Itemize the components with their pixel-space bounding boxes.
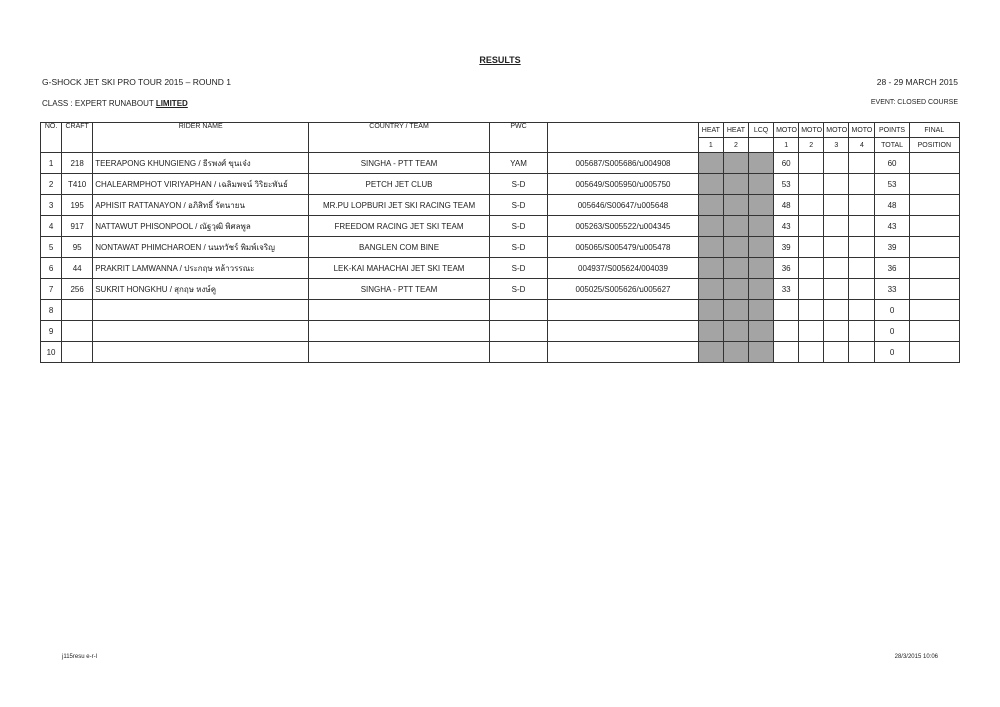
cell-team: BANGLEN COM BINE [309,237,490,258]
cell-team: SINGHA - PTT TEAM [309,153,490,174]
cell-no: 2 [41,174,62,195]
cell-no: 8 [41,300,62,321]
cell-moto4 [849,174,875,195]
table-row [41,342,960,363]
cell-serial: 005065/S005479/บ005478 [548,237,699,258]
cell-final [909,195,959,216]
cell-heat2 [723,342,748,363]
cell-moto4 [849,195,875,216]
cell-lcq [749,279,774,300]
cell-rider: PRAKRIT LAMWANNA / ประกฤษ หล้าวรรณะ [93,258,309,279]
cell-moto3 [824,216,849,237]
event-name: G-SHOCK JET SKI PRO TOUR 2015 – ROUND 1 [42,77,231,87]
cell-heat2 [723,195,748,216]
cell-lcq [749,321,774,342]
cell-heat1 [698,195,723,216]
cell-no: 4 [41,216,62,237]
cell-final [909,258,959,279]
cell-moto4 [849,300,875,321]
cell-heat1 [698,216,723,237]
cell-moto2 [799,237,824,258]
cell-moto4 [849,342,875,363]
cell-total: 36 [875,258,909,279]
cell-moto1: 48 [774,195,799,216]
cell-no: 5 [41,237,62,258]
cell-lcq [749,237,774,258]
cell-team [309,342,490,363]
cell-final [909,342,959,363]
cell-team: MR.PU LOPBURI JET SKI RACING TEAM [309,195,490,216]
cell-pwc: S-D [489,216,547,237]
cell-pwc: S-D [489,279,547,300]
cell-moto1 [774,300,799,321]
table-row [41,153,960,174]
cell-pwc: S-D [489,174,547,195]
cell-total: 53 [875,174,909,195]
cell-pwc: S-D [489,237,547,258]
cell-moto1 [774,321,799,342]
col-header-moto4-num: 4 [849,138,875,153]
cell-heat1 [698,300,723,321]
cell-heat2 [723,174,748,195]
cell-no: 10 [41,342,62,363]
cell-serial: 005025/S005626/บ005627 [548,279,699,300]
cell-team: FREEDOM RACING JET SKI TEAM [309,216,490,237]
cell-heat2 [723,321,748,342]
cell-lcq [749,300,774,321]
results-table [40,122,960,363]
cell-craft [62,342,93,363]
cell-heat1 [698,342,723,363]
cell-no: 9 [41,321,62,342]
table-row [41,237,960,258]
col-header-lcq-blank [749,138,774,153]
cell-craft [62,300,93,321]
cell-pwc [489,342,547,363]
cell-craft: 44 [62,258,93,279]
cell-final [909,153,959,174]
cell-serial: 005646/S00647/บ005648 [548,195,699,216]
cell-final [909,321,959,342]
col-header-points: POINTS [875,123,909,138]
cell-craft: 917 [62,216,93,237]
col-header-moto2-num: 2 [799,138,824,153]
table-row [41,195,960,216]
col-header-no: NO. [41,123,62,153]
cell-serial [548,342,699,363]
cell-moto1: 53 [774,174,799,195]
cell-team [309,321,490,342]
cell-serial: 005649/S005950/บ005750 [548,174,699,195]
col-header-team: COUNTRY / TEAM [309,123,490,153]
col-header-moto1-num: 1 [774,138,799,153]
col-header-moto1: MOTO [774,123,799,138]
table-row [41,279,960,300]
col-header-moto2: MOTO [799,123,824,138]
cell-heat2 [723,300,748,321]
cell-team: PETCH JET CLUB [309,174,490,195]
cell-moto4 [849,321,875,342]
class-line [42,99,188,108]
cell-moto2 [799,174,824,195]
cell-team: SINGHA - PTT TEAM [309,279,490,300]
cell-moto3 [824,153,849,174]
cell-heat1 [698,174,723,195]
cell-serial: 005263/S005522/บ004345 [548,216,699,237]
col-header-moto4: MOTO [849,123,875,138]
cell-rider: APHISIT RATTANAYON / อภิสิทธิ์ รัตนายน [93,195,309,216]
cell-heat2 [723,279,748,300]
cell-final [909,300,959,321]
cell-pwc: YAM [489,153,547,174]
cell-moto3 [824,300,849,321]
cell-craft: T410 [62,174,93,195]
footer-timestamp: 28/3/2015 10:06 [894,654,938,660]
cell-pwc [489,321,547,342]
col-header-moto3: MOTO [824,123,849,138]
cell-team [309,300,490,321]
event-dates: 28 - 29 MARCH 2015 [876,77,958,87]
cell-heat1 [698,258,723,279]
cell-no: 3 [41,195,62,216]
table-row [41,216,960,237]
cell-moto2 [799,195,824,216]
cell-moto1: 33 [774,279,799,300]
cell-moto2 [799,300,824,321]
cell-rider [93,321,309,342]
table-row [41,300,960,321]
cell-heat2 [723,153,748,174]
col-header-heat2: HEAT [723,123,748,138]
cell-total: 39 [875,237,909,258]
cell-serial: 005687/S005686/บ004908 [548,153,699,174]
cell-moto4 [849,279,875,300]
header-row-1 [41,123,960,138]
cell-craft [62,321,93,342]
col-header-rider: RIDER NAME [93,123,309,153]
col-header-position: POSITION [909,138,959,153]
cell-lcq [749,174,774,195]
cell-final [909,237,959,258]
cell-moto2 [799,258,824,279]
footer-file-id: j115resu e-r-l [62,654,97,660]
cell-heat2 [723,237,748,258]
cell-heat1 [698,279,723,300]
cell-heat1 [698,237,723,258]
cell-moto3 [824,342,849,363]
col-header-total: TOTAL [875,138,909,153]
col-header-heat1-num: 1 [698,138,723,153]
cell-lcq [749,195,774,216]
table-row [41,258,960,279]
cell-moto3 [824,174,849,195]
cell-lcq [749,153,774,174]
cell-moto2 [799,216,824,237]
cell-final [909,216,959,237]
cell-rider [93,300,309,321]
cell-craft: 256 [62,279,93,300]
cell-moto1: 60 [774,153,799,174]
col-header-final: FINAL [909,123,959,138]
cell-rider: NONTAWAT PHIMCHAROEN / นนทวัชร์ พิมพ์เจริญ [93,237,309,258]
cell-lcq [749,342,774,363]
cell-pwc [489,300,547,321]
cell-total: 43 [875,216,909,237]
cell-rider: NATTAWUT PHISONPOOL / ณัฐวุฒิ พิศลพูล [93,216,309,237]
cell-moto1: 39 [774,237,799,258]
cell-moto2 [799,321,824,342]
cell-moto4 [849,153,875,174]
cell-no: 1 [41,153,62,174]
cell-heat1 [698,321,723,342]
cell-moto2 [799,342,824,363]
cell-heat1 [698,153,723,174]
cell-lcq [749,258,774,279]
cell-moto1: 43 [774,216,799,237]
cell-moto3 [824,279,849,300]
cell-total: 33 [875,279,909,300]
class-limited: LIMITED [155,99,188,108]
table-row [41,174,960,195]
cell-craft: 195 [62,195,93,216]
cell-heat2 [723,258,748,279]
cell-rider [93,342,309,363]
col-header-craft: CRAFT [62,123,93,153]
cell-no: 7 [41,279,62,300]
col-header-serial [548,123,699,153]
cell-moto4 [849,216,875,237]
cell-total: 0 [875,342,909,363]
cell-craft: 218 [62,153,93,174]
cell-moto2 [799,279,824,300]
cell-moto2 [799,153,824,174]
class-label: CLASS : EXPERT RUNABOUT [42,99,156,108]
col-header-moto3-num: 3 [824,138,849,153]
cell-moto1: 36 [774,258,799,279]
cell-moto4 [849,237,875,258]
cell-rider: SUKRIT HONGKHU / สุกฤษ หงษ์คู [93,279,309,300]
cell-heat2 [723,216,748,237]
page-title: RESULTS [479,55,521,65]
event-type: EVENT: CLOSED COURSE [870,99,958,106]
cell-rider: CHALEARMPHOT VIRIYAPHAN / เฉลิมพจน์ วิริยะพันธ์ [93,174,309,195]
cell-total: 0 [875,300,909,321]
cell-serial [548,300,699,321]
col-header-heat1: HEAT [698,123,723,138]
cell-pwc: S-D [489,195,547,216]
col-header-pwc: PWC [489,123,547,153]
cell-serial: 004937/S005624/004039 [548,258,699,279]
cell-craft: 95 [62,237,93,258]
col-header-lcq: LCQ [749,123,774,138]
cell-moto3 [824,321,849,342]
cell-total: 0 [875,321,909,342]
cell-team: LEK-KAI MAHACHAI JET SKI TEAM [309,258,490,279]
cell-final [909,279,959,300]
cell-rider: TEERAPONG KHUNGIENG / ธีรพงศ์ ขุนเจ๋ง [93,153,309,174]
cell-moto1 [774,342,799,363]
cell-moto3 [824,237,849,258]
col-header-heat2-num: 2 [723,138,748,153]
cell-total: 48 [875,195,909,216]
cell-total: 60 [875,153,909,174]
cell-final [909,174,959,195]
table-row [41,321,960,342]
cell-lcq [749,216,774,237]
cell-serial [548,321,699,342]
cell-moto3 [824,195,849,216]
cell-moto4 [849,258,875,279]
cell-no: 6 [41,258,62,279]
cell-pwc: S-D [489,258,547,279]
cell-moto3 [824,258,849,279]
